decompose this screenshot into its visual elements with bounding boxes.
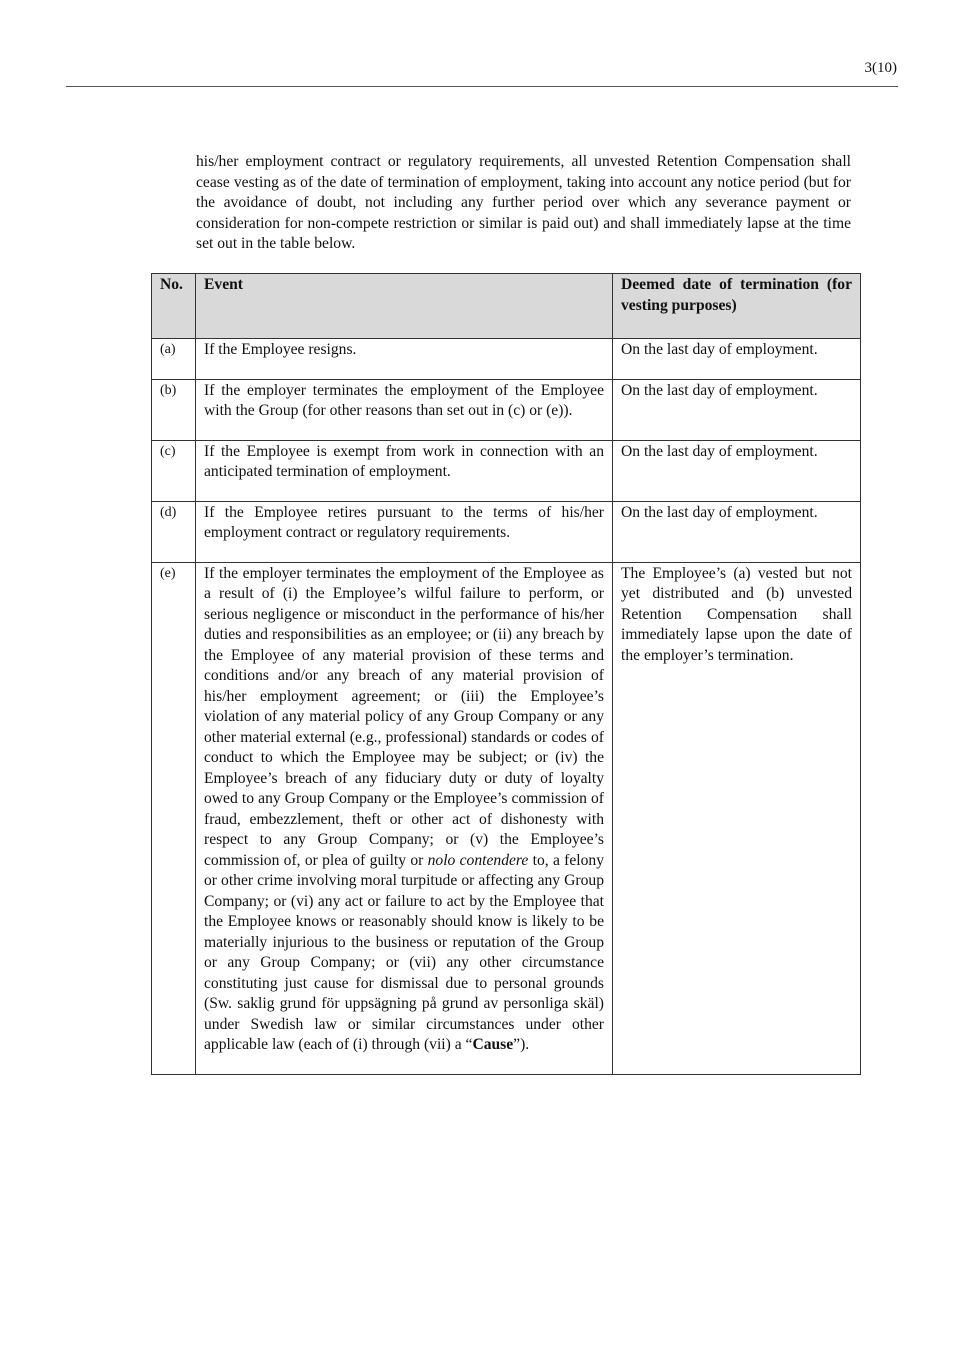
- table-row: [152, 440, 861, 501]
- row-event-text-3: ”).: [513, 1036, 530, 1053]
- intro-paragraph: his/her employment contract or regulatory requirements, all unvested Retention Compensation shall cease vesting as of the date of termination of employment, taking into account any notice period (but for the avoidance of doubt, not including any further period over which any severance payment or consideration for non-compete restriction or similar is paid out) and shall immediately lapse at the time set out in the table below.: [196, 153, 851, 252]
- table-row: [152, 501, 861, 562]
- row-number: (c): [152, 440, 196, 501]
- row-event: If the Employee retires pursuant to the terms of his/her employment contract or regulatory requirements.: [196, 501, 613, 562]
- row-number: (b): [152, 379, 196, 440]
- row-number: (a): [152, 339, 196, 380]
- row-event: [196, 562, 613, 1074]
- row-deemed-date: On the last day of employment.: [613, 440, 861, 501]
- table-row: [152, 562, 861, 1074]
- row-deemed-date: On the last day of employment.: [613, 379, 861, 440]
- row-event-text-2: to, a felony or other crime involving moral turpitude or affecting any Group Company; or (vi) any act or failure to act by the Employee that the Employee knows or reasonably should know is likely to be materially injurious to the business or reputation of the Group or any Group Company; or (vii) any other circumstance constituting just cause for dismissal due to personal grounds (Sw. saklig grund för uppsägning på grund av personliga skäl) under Swedish law or similar circumstances under other applicable law (each of (i) through (vii) a “: [204, 851, 604, 1053]
- page-number: 3(10): [864, 60, 897, 76]
- table-header-row: [152, 274, 861, 339]
- termination-events-table: [151, 273, 861, 1075]
- row-number: (d): [152, 501, 196, 562]
- header-rule: [66, 86, 898, 87]
- row-deemed-date: The Employee’s (a) vested but not yet distributed and (b) unvested Retention Compensation shall immediately lapse upon the date of the employer’s termination.: [613, 562, 861, 1074]
- row-event: If the Employee is exempt from work in connection with an anticipated termination of employment.: [196, 440, 613, 501]
- row-event-italic: nolo contendere: [427, 851, 529, 869]
- row-deemed-date: On the last day of employment.: [613, 339, 861, 380]
- table-row: [152, 339, 861, 380]
- header-event: Event: [196, 274, 613, 339]
- row-event-defined-term: Cause: [472, 1036, 514, 1053]
- row-event: If the employer terminates the employment of the Employee with the Group (for other reasons than set out in (c) or (e)).: [196, 379, 613, 440]
- row-number: (e): [152, 562, 196, 1074]
- header-no: No.: [152, 274, 196, 339]
- header-deemed-date: Deemed date of termination (for vesting purposes): [613, 274, 861, 339]
- row-deemed-date: On the last day of employment.: [613, 501, 861, 562]
- table-row: [152, 379, 861, 440]
- row-event: If the Employee resigns.: [196, 339, 613, 380]
- row-event-text-1: If the employer terminates the employment of the Employee as a result of (i) the Employee’s wilful failure to perform, or serious negligence or misconduct in the performance of his/her duties and responsibilities as an employee; or (ii) any breach by the Employee of any material provision of these terms and conditions and/or any breach of any material provision of his/her employment agreement; or (iii) the Employee’s violation of any material policy of any Group Company or any other material external (e.g., professional) standards or codes of conduct to which the Employee may be subject; or (iv) the Employee’s breach of any fiduciary duty or duty of loyalty owed to any Group Company or the Employee’s commission of fraud, embezzlement, theft or other act of dishonesty with respect to any Group Company; or (v) the Employee’s commission of, or plea of guilty or: [204, 564, 604, 869]
